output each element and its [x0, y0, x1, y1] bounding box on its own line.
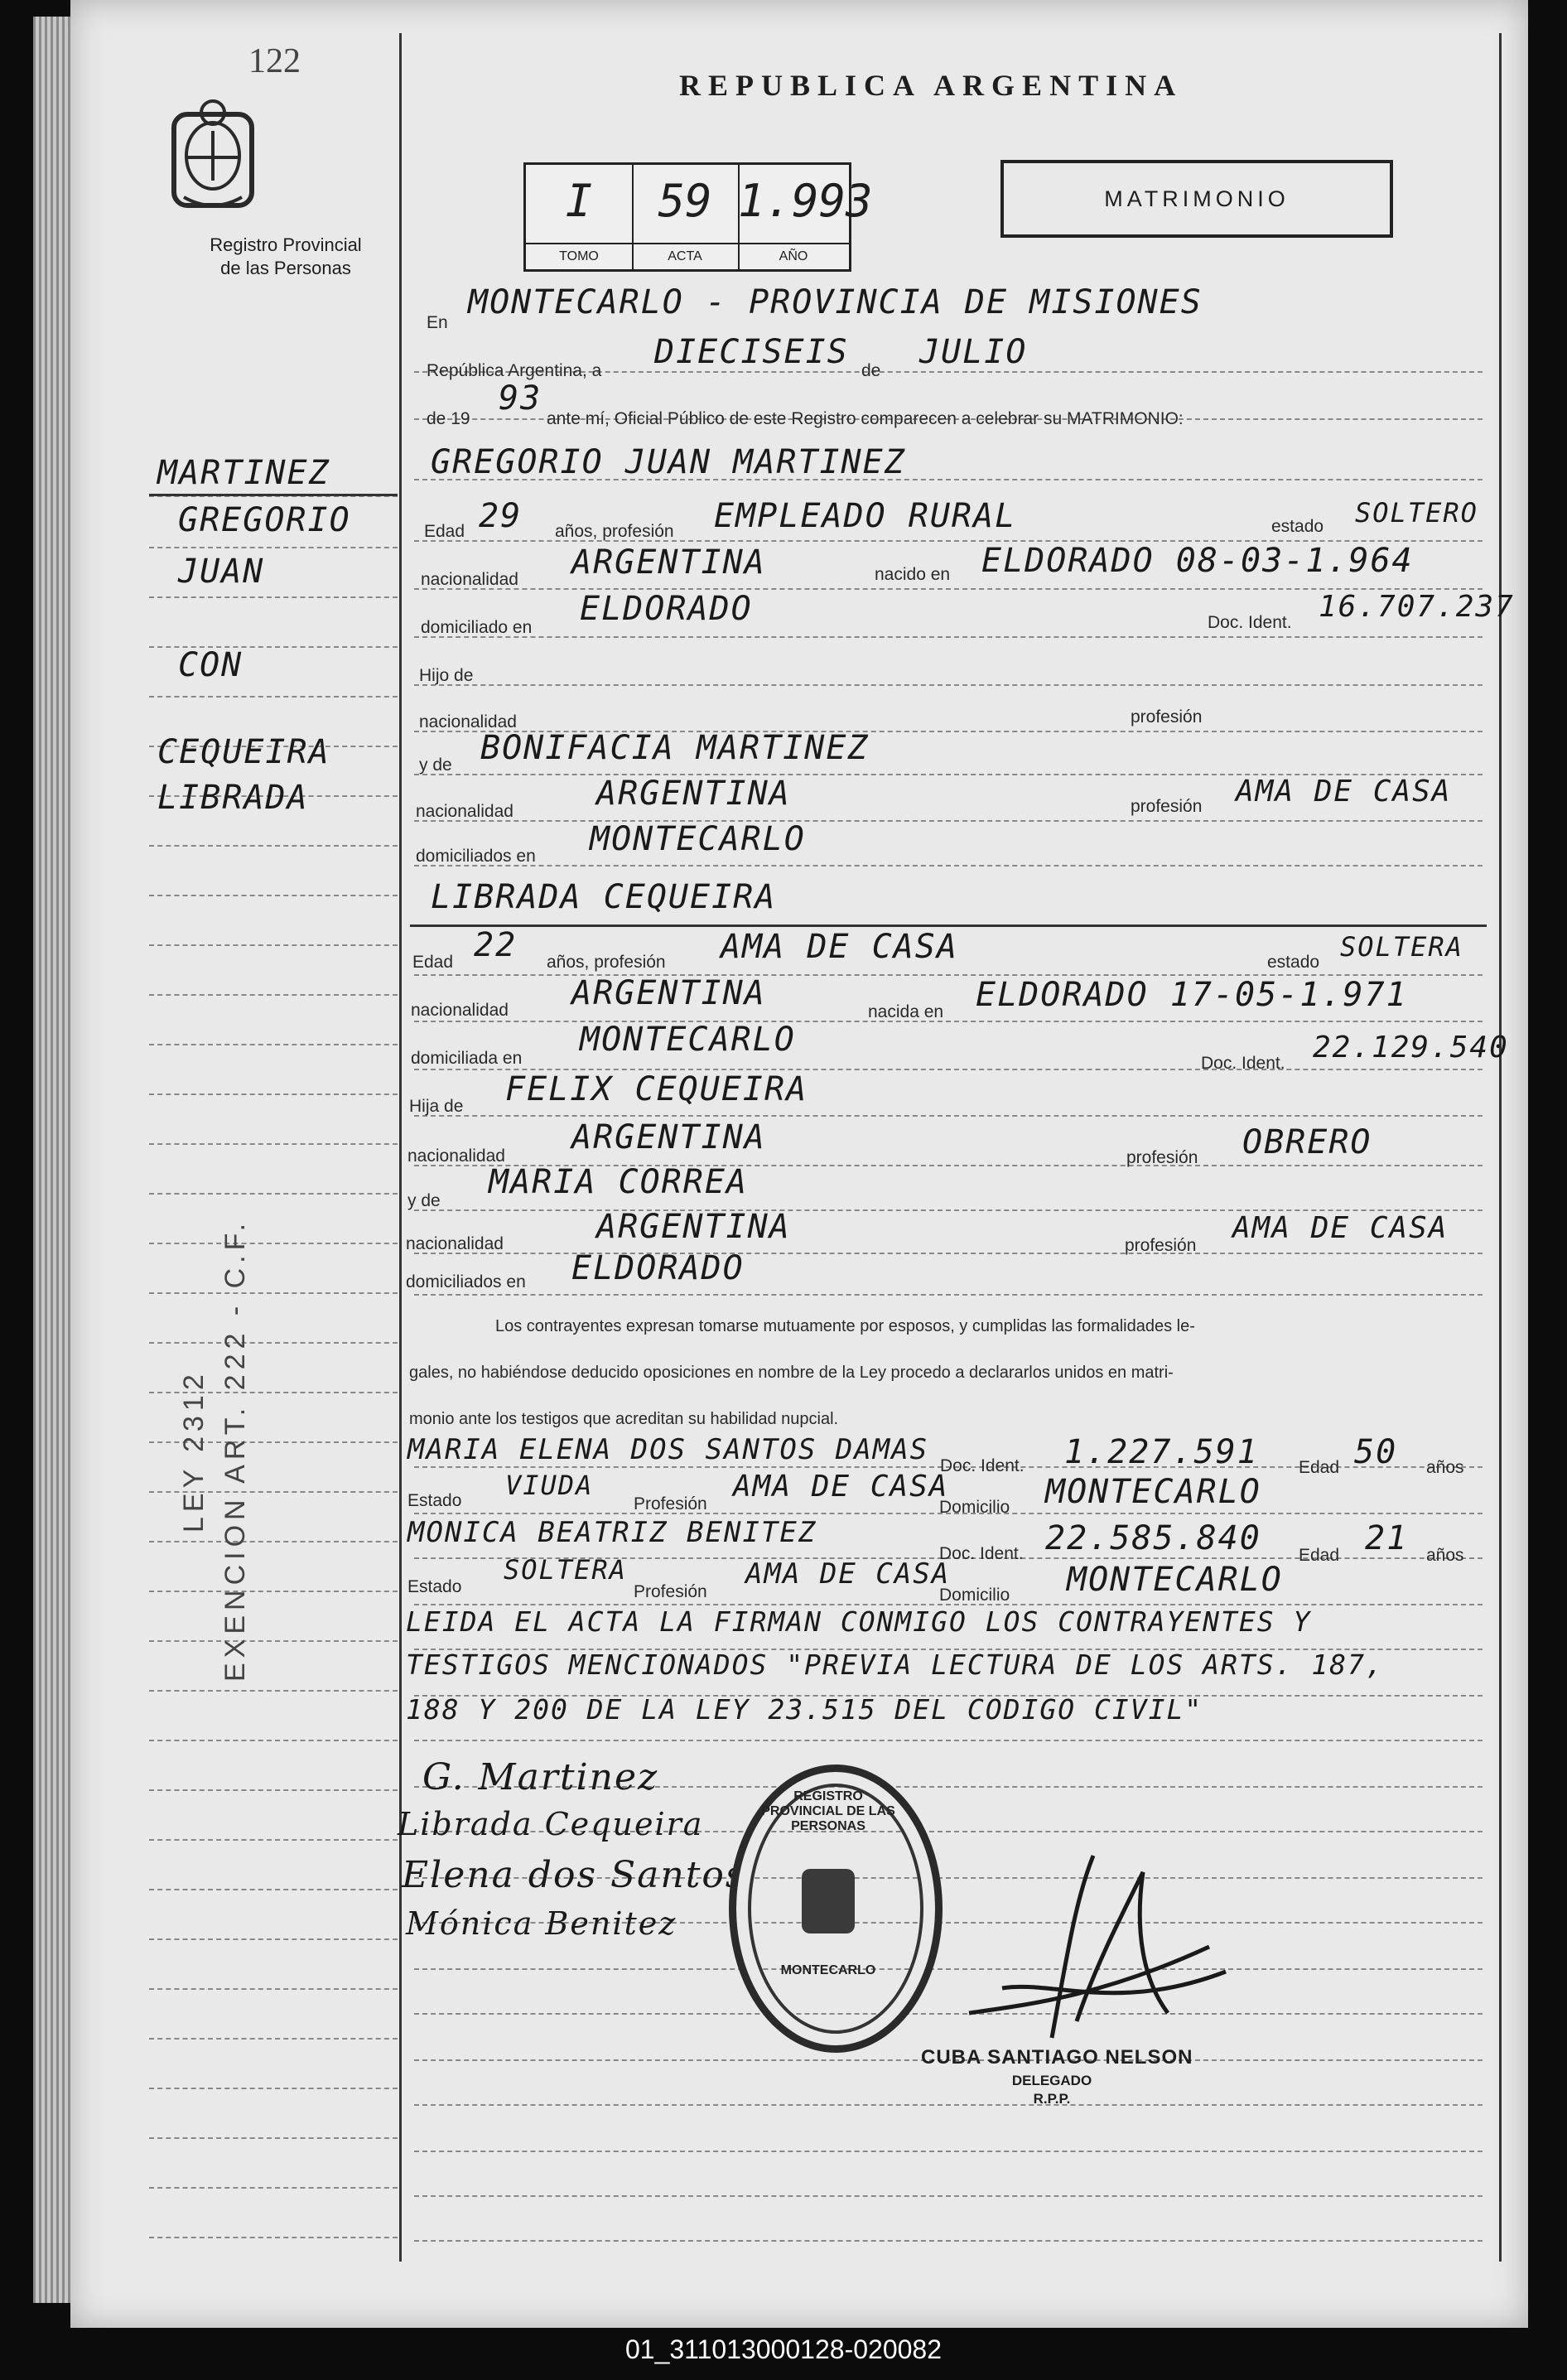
witness1-name: MARIA ELENA DOS SANTOS DAMAS	[407, 1433, 929, 1466]
margin-line	[149, 1740, 398, 1741]
form-line	[414, 1021, 1483, 1022]
groom-mother: BONIFACIA MARTINEZ	[480, 729, 870, 767]
bride-yde-label: y de	[407, 1191, 441, 1210]
bride-doc-label: Doc. Ident.	[1201, 1054, 1285, 1073]
bride-age: 22	[474, 926, 518, 964]
margin-line	[149, 1292, 398, 1294]
witness2-doc-label: Doc. Ident.	[939, 1544, 1024, 1563]
margin-surname: MARTINEZ	[157, 454, 330, 492]
bride-nac-label: nacionalidad	[411, 1001, 509, 1020]
margin-line	[149, 1093, 398, 1095]
closing-line3: 188 Y 200 DE LA LEY 23.515 DEL CODIGO CIVIL"	[406, 1693, 1203, 1726]
margin-line	[149, 2088, 398, 2089]
signature-groom: G. Martinez	[422, 1756, 659, 1798]
margin-line	[149, 1541, 398, 1542]
bride-mother-prof-label: profesión	[1125, 1236, 1197, 1255]
groom-age: 29	[479, 497, 523, 535]
intro-statement: ante mí, Oficial Público de este Registro comparecen a celebrar su MATRIMONIO:	[547, 409, 1184, 428]
groom-mother-profession: AMA DE CASA	[1236, 775, 1452, 809]
form-line	[414, 1968, 1483, 1970]
groom-father-prof-label: profesión	[1131, 707, 1203, 727]
year-prefix: de 19	[427, 409, 470, 428]
groom-profession: EMPLEADO RURAL	[714, 497, 1017, 535]
bride-profesion-label: años, profesión	[547, 953, 666, 972]
groom-estado-label: estado	[1271, 517, 1324, 536]
witness1-dom-label: Domicilio	[939, 1498, 1010, 1517]
witness2-doc: 22.585.840	[1045, 1519, 1261, 1557]
witness2-estado-label: Estado	[407, 1577, 462, 1596]
witness2-dom-label: Domicilio	[939, 1586, 1010, 1605]
month-value: JULIO	[919, 333, 1028, 371]
margin-line	[149, 1988, 398, 1990]
bride-mother-profession: AMA DE CASA	[1232, 1211, 1449, 1245]
day-value: DIECISEIS	[654, 333, 849, 371]
groom-dom-label: domiciliado en	[421, 618, 533, 637]
margin-line	[149, 944, 398, 946]
groom-yde-label: y de	[419, 756, 452, 775]
groom-edad-label: Edad	[424, 522, 465, 541]
bride-birth: ELDORADO 17-05-1.971	[976, 976, 1408, 1014]
form-line	[414, 2013, 1483, 2015]
republica-label: República Argentina, a	[427, 361, 602, 380]
form-line	[414, 865, 1483, 867]
margin-line	[149, 1938, 398, 1940]
bride-parents-domicile: ELDORADO	[571, 1249, 745, 1287]
declaration-line1: Los contrayentes expresan tomarse mutuamente por esposos, y cumplidas las formalidades le-	[495, 1317, 1195, 1335]
margin-line	[149, 1044, 398, 1045]
place-value: MONTECARLO - PROVINCIA DE MISIONES	[468, 283, 1203, 321]
witness2-profession: AMA DE CASA	[745, 1557, 951, 1591]
margin-bride-surname: CEQUEIRA	[157, 733, 330, 771]
form-line	[414, 2195, 1483, 2197]
closing-line1: LEIDA EL ACTA LA FIRMAN CONMIGO LOS CONTRAYENTES Y	[406, 1605, 1312, 1638]
acta-label: ACTA	[632, 243, 738, 269]
margin-underline	[149, 494, 398, 496]
margin-line	[149, 547, 398, 548]
witness1-domicile: MONTECARLO	[1045, 1473, 1261, 1511]
bride-father: FELIX CEQUEIRA	[505, 1070, 808, 1108]
en-label: En	[427, 313, 448, 332]
bride-father-nac-label: nacionalidad	[407, 1147, 505, 1166]
groom-bride-divider	[410, 924, 1487, 927]
groom-parents-dom-label: domiciliados en	[416, 847, 536, 866]
form-line	[414, 2151, 1483, 2152]
witness2-prof-label: Profesión	[634, 1582, 707, 1601]
margin-line	[149, 2187, 398, 2189]
witness2-civil-status: SOLTERA	[504, 1554, 627, 1586]
stamp-emblem-icon	[795, 1864, 861, 1938]
margin-line	[149, 2237, 398, 2238]
margin-line	[149, 1889, 398, 1890]
bride-nationality: ARGENTINA	[571, 974, 766, 1012]
margin-line	[149, 696, 398, 698]
groom-name: GREGORIO JUAN MARTINEZ	[431, 443, 906, 481]
witness2-domicile: MONTECARLO	[1067, 1561, 1283, 1599]
bride-civil-status: SOLTERA	[1340, 931, 1463, 963]
margin-line	[149, 1193, 398, 1195]
witness1-doc-label: Doc. Ident.	[940, 1456, 1025, 1475]
groom-parents-domicile: MONTECARLO	[590, 820, 806, 858]
signature-bride: Librada Cequeira	[398, 1806, 704, 1842]
registry-office	[149, 234, 422, 280]
bride-estado-label: estado	[1267, 953, 1320, 972]
record-table	[523, 162, 873, 272]
margin-bride-given: LIBRADA	[157, 779, 309, 817]
bride-parents-dom-label: domiciliados en	[406, 1272, 526, 1291]
witness1-civil-status: VIUDA	[505, 1470, 594, 1501]
groom-hijo-label: Hijo de	[419, 666, 474, 685]
tomo-label: TOMO	[526, 243, 632, 269]
acta-value: 59	[658, 175, 712, 227]
margin-connector: CON	[178, 646, 243, 684]
groom-doc: 16.707.237	[1319, 590, 1515, 624]
form-line	[414, 2104, 1483, 2106]
document-type: MATRIMONIO	[1000, 160, 1393, 238]
groom-doc-label: Doc. Ident.	[1208, 613, 1292, 632]
margin-rule	[399, 33, 402, 2262]
officer-name: CUBA SANTIAGO NELSON	[921, 2046, 1193, 2069]
footer-id: 01_311013000128-020082	[624, 2334, 942, 2364]
form-line	[414, 1740, 1483, 1741]
groom-birth: ELDORADO 08-03-1.964	[981, 542, 1414, 580]
bride-father-prof-label: profesión	[1126, 1148, 1198, 1167]
margin-line	[149, 1690, 398, 1692]
declaration-line2: gales, no habiéndose deducido oposiciones en nombre de la Ley procedo a declararlos unidos en matri-	[409, 1364, 1174, 1382]
witness1-anos-label: años	[1426, 1458, 1464, 1477]
form-line	[414, 2240, 1483, 2242]
tomo-cell	[526, 165, 634, 269]
stamp-top-text: REGISTRO PROVINCIAL DE LAS PERSONAS	[761, 1789, 895, 1833]
form-line	[414, 1115, 1483, 1117]
form-line	[414, 636, 1483, 638]
groom-domicile: ELDORADO	[580, 590, 753, 628]
margin-given1: GREGORIO	[178, 501, 351, 539]
officer-office: R.P.P.	[1033, 2091, 1071, 2107]
de-label: de	[861, 361, 881, 380]
bride-profession: AMA DE CASA	[721, 928, 958, 966]
groom-profesion-label: años, profesión	[555, 522, 674, 541]
acta-cell	[632, 165, 740, 269]
groom-nacido-label: nacido en	[875, 565, 951, 584]
witness1-edad-label: Edad	[1299, 1458, 1340, 1477]
law-line1: LEY 2312	[178, 1369, 210, 1533]
witness1-prof-label: Profesión	[634, 1494, 707, 1513]
margin-line	[149, 994, 398, 996]
bride-mother-nac-label: nacionalidad	[406, 1234, 504, 1253]
country-title: REPUBLICA ARGENTINA	[679, 69, 1184, 102]
bride-nacida-label: nacida en	[868, 1002, 944, 1021]
registry-line1: Registro Provincial	[210, 234, 362, 255]
margin-line	[149, 2038, 398, 2040]
bride-edad-label: Edad	[412, 953, 454, 972]
stamp-bottom-text: MONTECARLO	[780, 1963, 876, 1977]
margin-line	[149, 1342, 398, 1344]
bride-father-profession: OBRERO	[1242, 1123, 1372, 1161]
law-line2: EXENCION ART. 222 - C.F.	[219, 1218, 251, 1682]
groom-mother-nationality: ARGENTINA	[596, 775, 791, 813]
ano-value: 1.993	[738, 175, 873, 227]
folio-number: 122	[248, 42, 301, 80]
form-line	[414, 1294, 1483, 1296]
ano-cell	[738, 165, 873, 269]
margin-line	[149, 2137, 398, 2139]
witness1-estado-label: Estado	[407, 1491, 462, 1510]
bride-dom-label: domiciliada en	[411, 1049, 523, 1068]
margin-given2: JUAN	[178, 553, 265, 591]
ano-label: AÑO	[738, 243, 849, 269]
registry-line2: de las Personas	[220, 258, 351, 278]
groom-nationality: ARGENTINA	[571, 543, 766, 582]
year-suffix: 93	[499, 379, 542, 418]
bride-doc: 22.129.540	[1313, 1031, 1509, 1064]
right-rule	[1499, 33, 1502, 2262]
form-line	[414, 684, 1483, 686]
witness2-name: MONICA BEATRIZ BENITEZ	[407, 1516, 817, 1549]
bride-hija-label: Hija de	[409, 1097, 464, 1116]
witness1-doc: 1.227.591	[1064, 1433, 1259, 1471]
margin-line	[149, 596, 398, 598]
groom-mother-nac-label: nacionalidad	[416, 802, 513, 821]
declaration-line3: monio ante los testigos que acreditan su habilidad nupcial.	[409, 1410, 839, 1428]
margin-line	[149, 1839, 398, 1841]
witness1-age: 50	[1354, 1433, 1398, 1471]
margin-line	[149, 895, 398, 896]
bride-mother-nationality: ARGENTINA	[596, 1208, 791, 1246]
witness2-anos-label: años	[1426, 1546, 1464, 1565]
bride-domicile: MONTECARLO	[580, 1021, 796, 1059]
witness2-age: 21	[1365, 1519, 1409, 1557]
signature-witness2: Mónica Benitez	[406, 1905, 677, 1942]
groom-civil-status: SOLTERO	[1355, 497, 1478, 529]
groom-nac-label: nacionalidad	[421, 570, 518, 589]
margin-line	[149, 1243, 398, 1244]
margin-line	[149, 1789, 398, 1791]
bride-mother: MARIA CORREA	[489, 1163, 748, 1201]
closing-line2: TESTIGOS MENCIONADOS "PREVIA LECTURA DE LOS ARTS. 187,	[406, 1649, 1384, 1681]
tomo-value: I	[565, 175, 593, 227]
bride-name: LIBRADA CEQUEIRA	[431, 878, 777, 916]
form-line	[414, 820, 1483, 822]
groom-mother-prof-label: profesión	[1131, 797, 1203, 816]
margin-line	[149, 1143, 398, 1145]
margin-line	[149, 1591, 398, 1592]
officer-title: DELEGADO	[1011, 2073, 1092, 2088]
groom-father-nac-label: nacionalidad	[419, 712, 517, 731]
officer-signature	[952, 1847, 1267, 2054]
margin-line	[149, 1640, 398, 1642]
witness2-edad-label: Edad	[1299, 1546, 1340, 1565]
coat-of-arms-icon	[167, 98, 258, 214]
signature-witness1: Elena dos Santos	[402, 1854, 746, 1896]
margin-line	[149, 845, 398, 847]
witness1-profession: AMA DE CASA	[733, 1470, 949, 1504]
bride-father-nationality: ARGENTINA	[571, 1118, 766, 1156]
